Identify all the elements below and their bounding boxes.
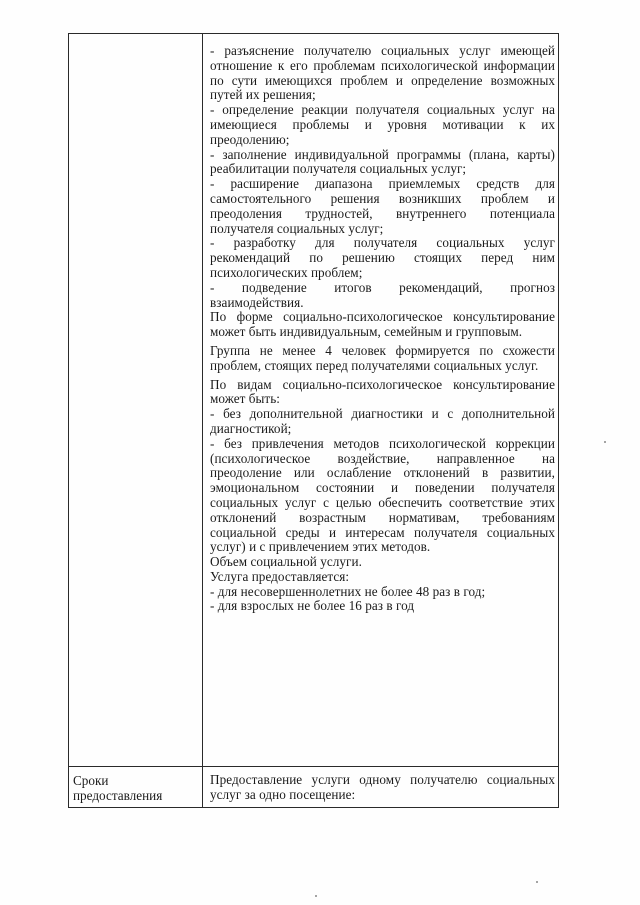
paragraph: - без дополнительной диагностики и с дополнительной диагностикой; <box>210 406 555 436</box>
paragraph: - заполнение индивидуальной программы (плана, карты) реабилитации получателя социальных услуг; <box>210 146 555 177</box>
paragraph: По видам социально-психологическое консультирование может быть: <box>210 376 555 407</box>
paragraph: - для несовершеннолетних не более 48 раз в год; <box>210 583 486 599</box>
table-row <box>69 767 559 808</box>
service-description-cell <box>203 34 559 767</box>
scan-speck <box>536 881 538 883</box>
scan-speck <box>604 441 606 443</box>
paragraph: Объем социальной услуги. <box>210 554 362 570</box>
table-row <box>69 34 559 767</box>
service-table <box>68 33 559 808</box>
row-value-terms <box>203 767 559 808</box>
left-cell-empty <box>69 34 203 767</box>
paragraph: - расширение диапазона приемлемых средств для самостоятельного решения возникших проблем и преодоления трудностей, внутреннего потенциала получателя социальных услуг; <box>210 176 555 236</box>
paragraph: - разработку для получателя социальных услуг рекомендаций по решению стоящих перед ним психологических проблем; <box>210 235 555 280</box>
paragraph: Группа не менее 4 человек формируется по схожести проблем, стоящих перед получателями социальных услуг. <box>210 342 555 373</box>
paragraph: Услуга предоставляется: <box>210 568 350 584</box>
paragraph: - разъяснение получателю социальных услуг имеющей отношение к его проблемам психологической информации по сути имеющихся проблем и определение возможных путей их решения; <box>210 43 555 103</box>
paragraph: Предоставление услуги одному получателю социальных услуг за одно посещение: <box>210 772 555 802</box>
paragraph: - без привлечения методов психологической коррекции (психологическое воздействие, направленное на преодоление или ослабление отклонений в развитии, эмоциональном состоянии и поведении получателя социальных услуг с целью обеспечить соответствие этих отклонений возрастным нормативам, требованиям социальной среды и интересам получателя социальных услуг) и с привлечением этих методов. <box>210 435 555 555</box>
paragraph: - определение реакции получателя социальных услуг на имеющиеся проблемы и уровня мотивации к их преодолению; <box>210 102 555 147</box>
scan-speck <box>315 895 317 897</box>
paragraph: - подведение итогов рекомендаций, прогноз взаимодействия. <box>210 279 555 310</box>
row-label-terms: Сроки предоставления <box>69 767 203 808</box>
paragraph: По форме социально-психологическое консультирование может быть индивидуальным, семейным и групповым. <box>210 309 555 340</box>
paragraph: - для взрослых не более 16 раз в год <box>210 598 415 614</box>
